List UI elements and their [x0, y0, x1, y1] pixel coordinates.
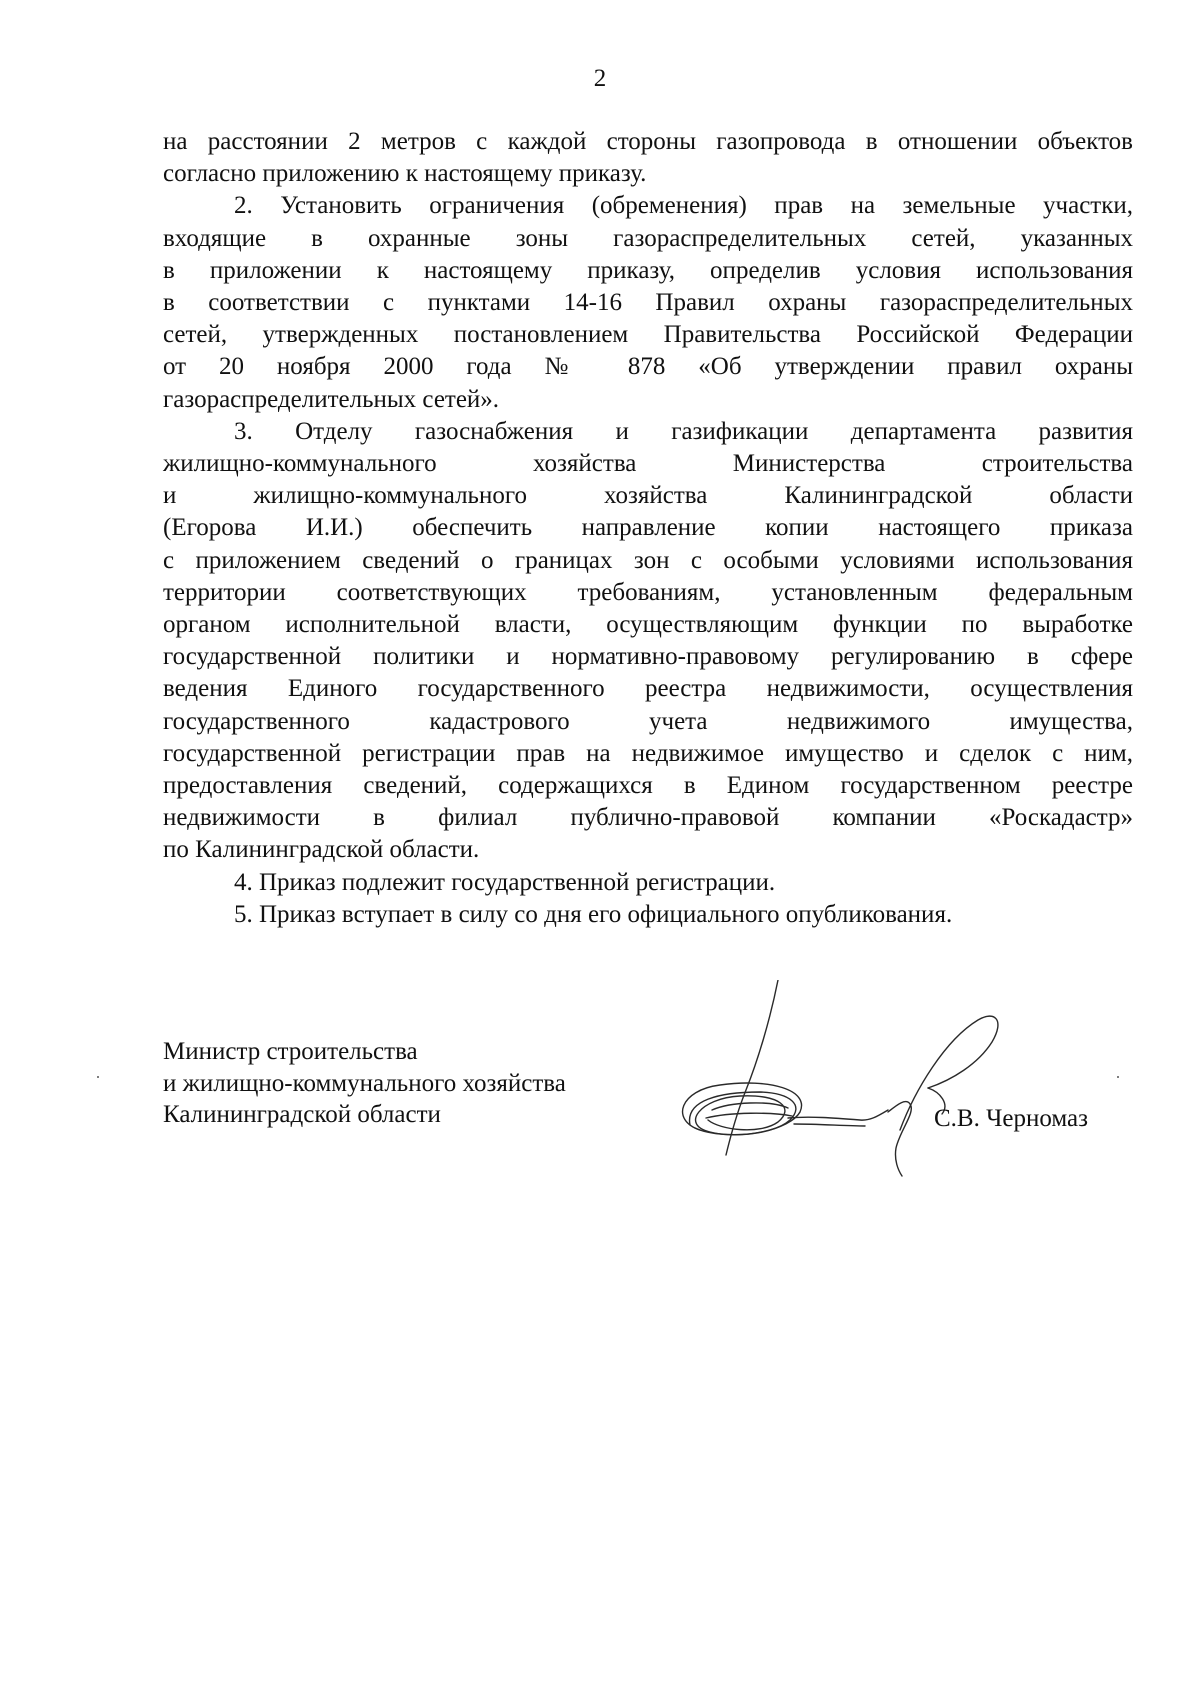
- text-line: 3. Отделу газоснабжения и газификации департамента развития: [234, 417, 1133, 445]
- text-line: согласно приложению к настоящему приказу.: [163, 160, 647, 188]
- page-number: 2: [593, 65, 607, 92]
- text-line: в приложении к настоящему приказу, определив условия использования: [163, 256, 1133, 284]
- text-line: 2. Установить ограничения (обременения) прав на земельные участки,: [234, 192, 1133, 220]
- text-line: по Калининградской области.: [163, 836, 480, 864]
- text-line: государственного кадастрового учета недвижимого имущества,: [163, 707, 1133, 735]
- text-line: на расстоянии 2 метров с каждой стороны газопровода в отношении объектов: [163, 128, 1133, 155]
- scan-speck: [97, 1076, 99, 1078]
- signatory-title-line: Министр строительства: [163, 1038, 418, 1065]
- text-line: газораспределительных сетей».: [163, 385, 500, 413]
- text-line: 4. Приказ подлежит государственной регистрации.: [234, 868, 776, 896]
- text-line: органом исполнительной власти, осуществляющим функции по выработке: [163, 611, 1133, 639]
- text-line: в соответствии с пунктами 14-16 Правил охраны газораспределительных: [163, 289, 1133, 317]
- text-line: территории соответствующих требованиям, установленным федеральным: [163, 578, 1133, 606]
- scan-speck: [1117, 1076, 1119, 1078]
- text-line: и жилищно-коммунального хозяйства Калининградской области: [163, 482, 1133, 510]
- document-body: [163, 126, 1133, 931]
- text-line: ведения Единого государственного реестра недвижимости, осуществления: [163, 675, 1133, 703]
- text-line: входящие в охранные зоны газораспределительных сетей, указанных: [163, 224, 1133, 252]
- signatory-name: С.В. Черномаз: [934, 1105, 1088, 1132]
- text-line: государственной политики и нормативно-правовому регулированию в сфере: [163, 643, 1133, 671]
- text-line: недвижимости в филиал публично-правовой компании «Роскадастр»: [163, 804, 1133, 832]
- signatory-title-line: и жилищно-коммунального хозяйства: [163, 1069, 566, 1097]
- text-line: жилищно-коммунального хозяйства Министерства строительства: [163, 450, 1133, 478]
- text-line: предоставления сведений, содержащихся в Едином государственном реестре: [163, 772, 1133, 800]
- text-line: государственной регистрации прав на недвижимое имущество и сделок с ним,: [163, 739, 1133, 767]
- text-line: сетей, утвержденных постановлением Правительства Российской Федерации: [163, 321, 1133, 349]
- text-line: от 20 ноября 2000 года № 878 «Об утверждении правил охраны: [163, 353, 1133, 381]
- text-line: (Егорова И.И.) обеспечить направление копии настоящего приказа: [163, 514, 1133, 542]
- text-line: с приложением сведений о границах зон с особыми условиями использования: [163, 546, 1133, 574]
- signatory-title-line: Калининградской области: [163, 1101, 441, 1128]
- signatory-title: [163, 1036, 566, 1131]
- handwritten-signature: [660, 980, 1040, 1180]
- text-line: 5. Приказ вступает в силу со дня его официального опубликования.: [234, 900, 953, 928]
